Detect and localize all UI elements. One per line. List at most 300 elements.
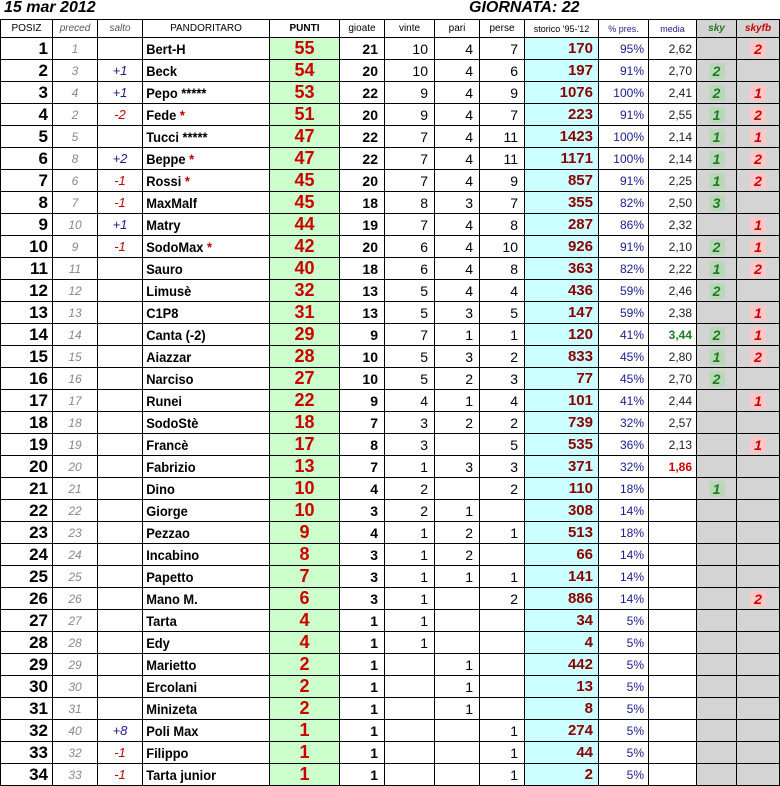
cell-name (143, 610, 260, 632)
player-stars: * (175, 106, 185, 123)
cell-salto: -1 (98, 742, 143, 764)
table-row (1, 478, 780, 500)
cell-skyfb (737, 280, 780, 302)
cell-skyfb (737, 60, 780, 82)
cell-storico: 13 (525, 676, 599, 698)
cell-perse: 1 (480, 742, 525, 764)
cell-pres: 36% (599, 434, 649, 456)
cell-prec: 14 (53, 324, 98, 346)
skyfb-badge: 1 (750, 305, 766, 321)
cell-vinte: 5 (385, 368, 435, 390)
player-name: Incabino (145, 546, 199, 563)
cell-punti: 17 (270, 434, 340, 456)
cell-skyfb (737, 368, 780, 390)
cell-perse (480, 632, 525, 654)
cell-pres: 18% (599, 478, 649, 500)
col-storico: storico '95-'12 (525, 20, 599, 38)
sky-badge: 3 (709, 195, 725, 211)
cell-skyfb (737, 610, 780, 632)
sky-badge: 1 (709, 173, 725, 189)
cell-pari: 4 (435, 126, 480, 148)
cell-perse (480, 610, 525, 632)
cell-punti: 27 (270, 368, 340, 390)
cell-sky (697, 38, 737, 60)
cell-pres: 5% (599, 632, 649, 654)
cell-perse: 5 (480, 434, 525, 456)
cell-prec: 28 (53, 632, 98, 654)
cell-punti: 47 (270, 126, 340, 148)
cell-storico: 4 (525, 632, 599, 654)
cell-skyfb (737, 302, 780, 324)
cell-vinte: 10 (385, 38, 435, 60)
cell-prec: 40 (53, 720, 98, 742)
cell-skyfb (737, 148, 780, 170)
table-row (1, 610, 780, 632)
cell-perse: 2 (480, 588, 525, 610)
table-row (1, 236, 780, 258)
cell-sky (697, 610, 737, 632)
cell-punti: 18 (270, 412, 340, 434)
cell-name (143, 368, 260, 390)
col-posiz: POSIZ (1, 20, 53, 38)
player-name: Sauro (145, 260, 183, 277)
cell-vinte: 1 (385, 588, 435, 610)
cell-pos: 1 (1, 38, 53, 60)
cell-name (143, 698, 260, 720)
player-name: Runei (145, 392, 182, 409)
cell-media: 2,50 (649, 192, 697, 214)
cell-prec: 3 (53, 60, 98, 82)
col-name: PANDORITARO (143, 20, 270, 38)
cell-punti: 4 (270, 632, 340, 654)
cell-storico: 8 (525, 698, 599, 720)
cell-storico: 223 (525, 104, 599, 126)
cell-vinte: 6 (385, 236, 435, 258)
cell-gioate: 20 (340, 170, 385, 192)
cell-salto (98, 456, 143, 478)
cell-media: 2,14 (649, 126, 697, 148)
cell-perse: 8 (480, 258, 525, 280)
cell-salto: +1 (98, 60, 143, 82)
cell-storico: 141 (525, 566, 599, 588)
table-row (1, 60, 780, 82)
cell-pos: 12 (1, 280, 53, 302)
cell-pari (435, 610, 480, 632)
cell-pari: 4 (435, 258, 480, 280)
cell-gioate: 7 (340, 456, 385, 478)
cell-pos: 21 (1, 478, 53, 500)
cell-prec: 21 (53, 478, 98, 500)
sky-badge: 2 (709, 327, 725, 343)
cell-name (143, 192, 260, 214)
cell-perse: 4 (480, 280, 525, 302)
cell-sky (697, 346, 737, 368)
cell-perse: 1 (480, 720, 525, 742)
cell-vinte: 5 (385, 280, 435, 302)
cell-perse: 1 (480, 566, 525, 588)
cell-sky (697, 544, 737, 566)
table-row (1, 82, 780, 104)
cell-perse (480, 676, 525, 698)
cell-vinte: 3 (385, 412, 435, 434)
player-name: Minizeta (145, 700, 197, 717)
cell-prec: 11 (53, 258, 98, 280)
cell-prec: 15 (53, 346, 98, 368)
player-stars: * (180, 172, 190, 189)
cell-storico: 101 (525, 390, 599, 412)
cell-perse: 3 (480, 368, 525, 390)
cell-media: 2,41 (649, 82, 697, 104)
cell-vinte: 7 (385, 324, 435, 346)
cell-pos: 23 (1, 522, 53, 544)
skyfb-badge: 1 (750, 85, 766, 101)
col-vinte: vinte (385, 20, 435, 38)
cell-salto (98, 258, 143, 280)
player-name: Dino (145, 480, 175, 497)
cell-gioate: 18 (340, 258, 385, 280)
cell-media (649, 632, 697, 654)
table-row (1, 214, 780, 236)
sky-badge: 1 (709, 129, 725, 145)
cell-punti: 55 (270, 38, 340, 60)
player-name: Beppe (145, 150, 186, 167)
cell-skyfb (737, 522, 780, 544)
cell-name (143, 82, 260, 104)
cell-pari: 1 (435, 324, 480, 346)
cell-pos: 32 (1, 720, 53, 742)
cell-name (143, 148, 260, 170)
cell-prec: 24 (53, 544, 98, 566)
cell-gioate: 21 (340, 38, 385, 60)
cell-salto: +8 (98, 720, 143, 742)
player-name: Pepo (145, 84, 178, 101)
cell-salto: -1 (98, 192, 143, 214)
cell-vinte: 7 (385, 148, 435, 170)
cell-punti: 31 (270, 302, 340, 324)
player-stars: * (202, 238, 212, 255)
cell-pari: 1 (435, 390, 480, 412)
cell-skyfb (737, 478, 780, 500)
cell-skyfb (737, 742, 780, 764)
cell-pos: 8 (1, 192, 53, 214)
cell-pres: 5% (599, 676, 649, 698)
cell-perse: 7 (480, 104, 525, 126)
cell-pos: 20 (1, 456, 53, 478)
sky-badge: 1 (709, 151, 725, 167)
cell-pres: 86% (599, 214, 649, 236)
cell-punti: 1 (270, 742, 340, 764)
player-name: Mano M. (145, 590, 198, 607)
cell-punti: 1 (270, 764, 340, 786)
table-row (1, 346, 780, 368)
cell-prec: 7 (53, 192, 98, 214)
player-name: Filippo (145, 744, 188, 761)
cell-punti: 51 (270, 104, 340, 126)
cell-pos: 26 (1, 588, 53, 610)
standings-table (0, 19, 780, 786)
cell-media: 2,70 (649, 368, 697, 390)
skyfb-badge: 1 (750, 129, 766, 145)
cell-salto: +1 (98, 214, 143, 236)
cell-vinte: 8 (385, 192, 435, 214)
cell-prec: 12 (53, 280, 98, 302)
cell-pari: 1 (435, 698, 480, 720)
cell-media: 2,55 (649, 104, 697, 126)
cell-pari: 3 (435, 192, 480, 214)
cell-skyfb (737, 588, 780, 610)
cell-salto (98, 676, 143, 698)
player-name: SodoStè (145, 414, 198, 431)
cell-gioate: 20 (340, 60, 385, 82)
cell-skyfb (737, 82, 780, 104)
player-name: Tucci (145, 128, 179, 145)
cell-perse: 9 (480, 82, 525, 104)
cell-sky (697, 566, 737, 588)
table-row (1, 632, 780, 654)
cell-sky (697, 632, 737, 654)
cell-gioate: 1 (340, 698, 385, 720)
cell-storico: 287 (525, 214, 599, 236)
cell-sky (697, 214, 737, 236)
cell-pos: 33 (1, 742, 53, 764)
cell-prec: 2 (53, 104, 98, 126)
cell-pos: 9 (1, 214, 53, 236)
cell-name (143, 38, 260, 60)
cell-salto (98, 588, 143, 610)
cell-vinte: 2 (385, 500, 435, 522)
cell-punti: 10 (270, 478, 340, 500)
cell-sky (697, 258, 737, 280)
cell-vinte (385, 698, 435, 720)
cell-name (143, 566, 260, 588)
skyfb-badge: 1 (750, 327, 766, 343)
col-preced: preced (53, 20, 98, 38)
col-perse: perse (480, 20, 525, 38)
cell-salto (98, 500, 143, 522)
cell-punti: 2 (270, 654, 340, 676)
table-row (1, 324, 780, 346)
cell-name (143, 456, 260, 478)
skyfb-badge: 2 (750, 349, 766, 365)
cell-pos: 27 (1, 610, 53, 632)
cell-storico: 1423 (525, 126, 599, 148)
col-salto: salto (98, 20, 143, 38)
cell-pres: 95% (599, 38, 649, 60)
col-skyfb: skyfb (737, 20, 780, 38)
cell-salto (98, 566, 143, 588)
cell-sky (697, 280, 737, 302)
cell-pres: 82% (599, 258, 649, 280)
cell-perse: 6 (480, 60, 525, 82)
cell-gioate: 4 (340, 522, 385, 544)
cell-vinte: 1 (385, 522, 435, 544)
cell-pos: 2 (1, 60, 53, 82)
col-media: media (649, 20, 697, 38)
table-row (1, 280, 780, 302)
cell-storico: 197 (525, 60, 599, 82)
cell-skyfb (737, 214, 780, 236)
cell-prec: 13 (53, 302, 98, 324)
cell-name (143, 500, 260, 522)
cell-name (143, 412, 260, 434)
cell-name (143, 214, 260, 236)
cell-skyfb (737, 544, 780, 566)
sky-badge: 2 (709, 63, 725, 79)
cell-skyfb (737, 764, 780, 786)
cell-pari: 3 (435, 346, 480, 368)
sky-badge: 2 (709, 239, 725, 255)
cell-pres: 91% (599, 104, 649, 126)
cell-sky (697, 412, 737, 434)
table-row (1, 258, 780, 280)
cell-gioate: 22 (340, 82, 385, 104)
col-pres: % pres. (599, 20, 649, 38)
cell-perse: 4 (480, 390, 525, 412)
cell-skyfb (737, 676, 780, 698)
cell-pres: 91% (599, 236, 649, 258)
cell-vinte: 9 (385, 82, 435, 104)
cell-gioate: 3 (340, 544, 385, 566)
cell-name (143, 258, 260, 280)
cell-pres: 14% (599, 500, 649, 522)
cell-skyfb (737, 390, 780, 412)
cell-sky (697, 522, 737, 544)
cell-skyfb (737, 104, 780, 126)
cell-sky (697, 764, 737, 786)
cell-prec: 32 (53, 742, 98, 764)
cell-punti: 40 (270, 258, 340, 280)
cell-prec: 6 (53, 170, 98, 192)
cell-gioate: 20 (340, 236, 385, 258)
player-name: Limusè (145, 282, 191, 299)
cell-sky (697, 456, 737, 478)
cell-punti: 54 (270, 60, 340, 82)
cell-punti: 7 (270, 566, 340, 588)
cell-storico: 436 (525, 280, 599, 302)
cell-storico: 66 (525, 544, 599, 566)
cell-vinte (385, 676, 435, 698)
cell-salto: -1 (98, 170, 143, 192)
cell-pres: 59% (599, 280, 649, 302)
cell-name (143, 104, 260, 126)
cell-pres: 32% (599, 456, 649, 478)
cell-perse (480, 698, 525, 720)
cell-perse: 3 (480, 456, 525, 478)
cell-pos: 34 (1, 764, 53, 786)
cell-pari: 3 (435, 302, 480, 324)
cell-media: 1,86 (649, 456, 697, 478)
cell-pres: 41% (599, 324, 649, 346)
cell-gioate: 8 (340, 434, 385, 456)
cell-sky (697, 676, 737, 698)
cell-media: 2,10 (649, 236, 697, 258)
cell-gioate: 13 (340, 302, 385, 324)
player-name: Marietto (145, 656, 196, 673)
skyfb-badge: 2 (750, 107, 766, 123)
cell-vinte: 7 (385, 126, 435, 148)
cell-prec: 31 (53, 698, 98, 720)
cell-pres: 100% (599, 148, 649, 170)
cell-prec: 16 (53, 368, 98, 390)
cell-prec: 23 (53, 522, 98, 544)
cell-name (143, 544, 260, 566)
cell-media: 2,13 (649, 434, 697, 456)
cell-skyfb (737, 192, 780, 214)
cell-pos: 7 (1, 170, 53, 192)
cell-name (143, 324, 260, 346)
cell-storico: 442 (525, 654, 599, 676)
cell-perse: 1 (480, 764, 525, 786)
cell-punti: 32 (270, 280, 340, 302)
table-row (1, 104, 780, 126)
cell-sky (697, 236, 737, 258)
cell-vinte: 1 (385, 456, 435, 478)
cell-vinte: 4 (385, 390, 435, 412)
cell-name (143, 236, 260, 258)
cell-punti: 45 (270, 170, 340, 192)
cell-name (143, 632, 260, 654)
cell-pari: 4 (435, 38, 480, 60)
skyfb-badge: 1 (750, 217, 766, 233)
cell-media: 2,62 (649, 38, 697, 60)
cell-punti: 44 (270, 214, 340, 236)
cell-pres: 5% (599, 720, 649, 742)
cell-skyfb (737, 236, 780, 258)
cell-perse: 8 (480, 214, 525, 236)
skyfb-badge: 2 (750, 41, 766, 57)
player-name: Ercolani (145, 678, 197, 695)
cell-perse: 2 (480, 346, 525, 368)
cell-skyfb (737, 720, 780, 742)
player-name: Rossi (145, 172, 181, 189)
cell-pari: 4 (435, 236, 480, 258)
col-sky: sky (697, 20, 737, 38)
table-row (1, 170, 780, 192)
cell-salto (98, 610, 143, 632)
player-stars: ***** (178, 128, 208, 145)
table-row (1, 544, 780, 566)
cell-storico: 308 (525, 500, 599, 522)
cell-vinte: 2 (385, 478, 435, 500)
cell-storico: 1171 (525, 148, 599, 170)
cell-name (143, 60, 260, 82)
cell-pari: 1 (435, 500, 480, 522)
cell-punti: 53 (270, 82, 340, 104)
cell-salto (98, 38, 143, 60)
cell-pari: 2 (435, 522, 480, 544)
cell-salto (98, 654, 143, 676)
player-name: Canta (-2) (145, 326, 206, 343)
cell-gioate: 13 (340, 280, 385, 302)
cell-media: 2,44 (649, 390, 697, 412)
cell-pos: 17 (1, 390, 53, 412)
cell-storico: 371 (525, 456, 599, 478)
cell-prec: 8 (53, 148, 98, 170)
cell-sky (697, 148, 737, 170)
cell-pari (435, 434, 480, 456)
cell-pres: 5% (599, 654, 649, 676)
cell-sky (697, 500, 737, 522)
cell-name (143, 676, 260, 698)
cell-perse: 7 (480, 38, 525, 60)
cell-sky (697, 126, 737, 148)
cell-pres: 5% (599, 764, 649, 786)
cell-punti: 42 (270, 236, 340, 258)
cell-media: 2,38 (649, 302, 697, 324)
cell-media: 2,80 (649, 346, 697, 368)
cell-salto: -1 (98, 236, 143, 258)
cell-punti: 10 (270, 500, 340, 522)
